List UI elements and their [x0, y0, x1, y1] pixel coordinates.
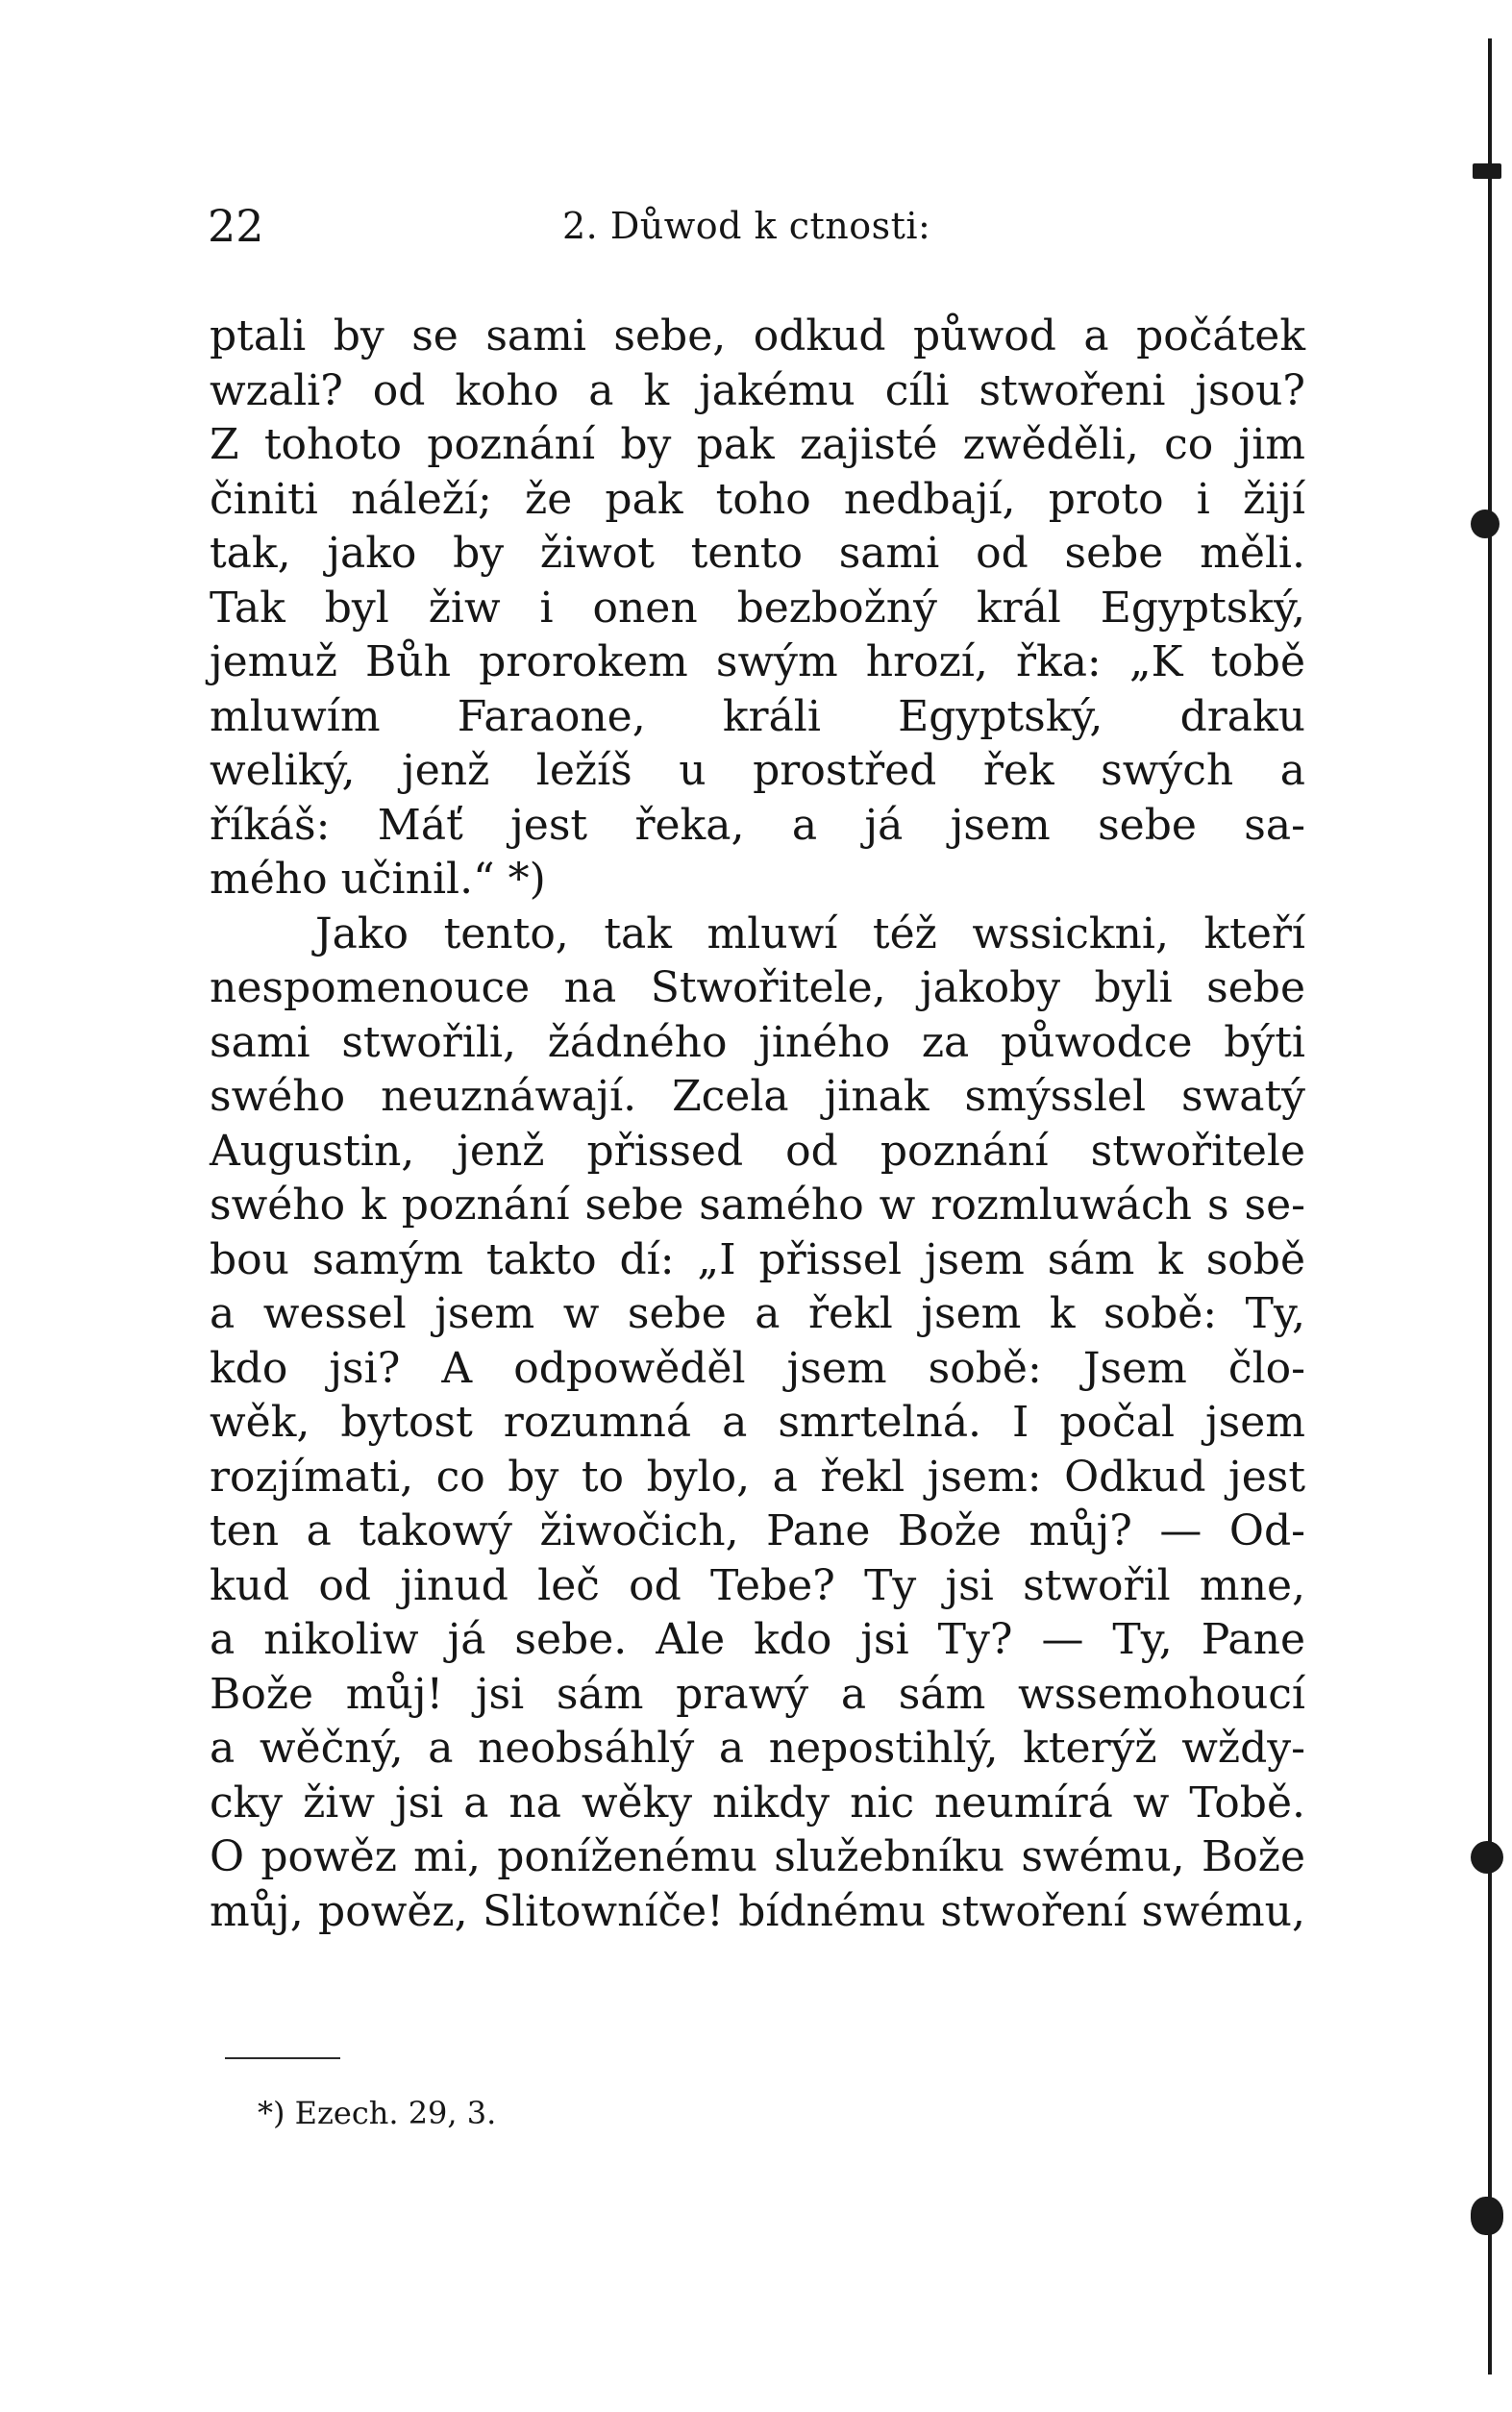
text-line: Augustin, jenž přissed od poznání stwořitele — [210, 1126, 1305, 1176]
text-line: O powěz mi, poníženému služebníku swému, Bože — [210, 1832, 1305, 1881]
page-number: 22 — [208, 200, 264, 252]
running-head: 2. Důwod k ctnosti: — [562, 205, 931, 247]
text-line: mluwím Faraone, králi Egyptský, draku — [210, 691, 1305, 741]
text-line: ptali by se sami sebe, odkud půwod a počátek — [210, 311, 1305, 361]
footnote-rule — [225, 2057, 340, 2059]
text-line: swého neuznáwají. Zcela jinak smýsslel swatý — [210, 1072, 1305, 1121]
text-line: Bože můj! jsi sám prawý a sám wssemohoucí — [210, 1669, 1305, 1719]
text-line: a nikoliw já sebe. Ale kdo jsi Ty? — Ty, Pane — [210, 1615, 1305, 1664]
edge-mark-bottom — [1471, 2197, 1503, 2235]
text-line: wěk, bytost rozumná a smrtelná. I počal jsem — [210, 1398, 1305, 1447]
text-line: mého učinil.“ *) — [210, 855, 546, 904]
text-line: swého k poznání sebe samého w rozmluwách s se- — [210, 1181, 1305, 1230]
footnote: *) Ezech. 29, 3. — [258, 2095, 497, 2131]
text-line: ten a takowý žiwočich, Pane Bože můj? — Od- — [210, 1506, 1305, 1555]
edge-mark-lower — [1471, 1841, 1503, 1874]
text-line: nespomenouce na Stwořitele, jakoby byli sebe — [210, 963, 1305, 1012]
page-edge-line — [1488, 38, 1492, 2375]
text-line: kdo jsi? A odpowěděl jsem sobě: Jsem člo- — [210, 1343, 1305, 1393]
text-line: rozjímati, co by to bylo, a řekl jsem: Odkud jest — [210, 1452, 1305, 1502]
text-line: weliký, jenž ležíš u prostřed řek swých a — [210, 746, 1305, 795]
text-line: říkáš: Máť jest řeka, a já jsem sebe sa- — [210, 800, 1305, 850]
text-line: činiti náleží; že pak toho nedbají, proto i žijí — [210, 474, 1305, 524]
text-line: cky žiw jsi a na wěky nikdy nic neumírá w Tobě. — [210, 1778, 1305, 1828]
text-line: wzali? od koho a k jakému cíli stwořeni jsou? — [210, 365, 1305, 415]
text-line: Tak byl žiw i onen bezbožný král Egyptský, — [210, 583, 1305, 633]
text-line: a wessel jsem w sebe a řekl jsem k sobě: Ty, — [210, 1289, 1305, 1338]
text-line: Z tohoto poznání by pak zajisté zwěděli, co jim — [210, 420, 1305, 469]
text-line: kud od jinud leč od Tebe? Ty jsi stwořil mne, — [210, 1560, 1305, 1610]
edge-mark-mid — [1471, 510, 1500, 538]
text-line: bou samým takto dí: „I přissel jsem sám k sobě — [210, 1234, 1305, 1284]
text-line: tak, jako by žiwot tento sami od sebe měli. — [210, 529, 1305, 578]
page-header — [0, 197, 1512, 255]
text-line: Jako tento, tak mluwí též wssickni, kteří — [315, 908, 1305, 958]
text-line: sami stwořili, žádného jiného za půwodce býti — [210, 1017, 1305, 1067]
text-line: můj, powěz, Slitowníče! bídnému stwoření swému, — [210, 1886, 1305, 1936]
text-line: a wěčný, a neobsáhlý a nepostihlý, kterýž wždy- — [210, 1724, 1305, 1773]
edge-mark-top — [1473, 163, 1501, 179]
body-text — [210, 310, 1305, 1939]
text-line: jemuž Bůh prorokem swým hrozí, řka: „K tobě — [210, 637, 1305, 686]
